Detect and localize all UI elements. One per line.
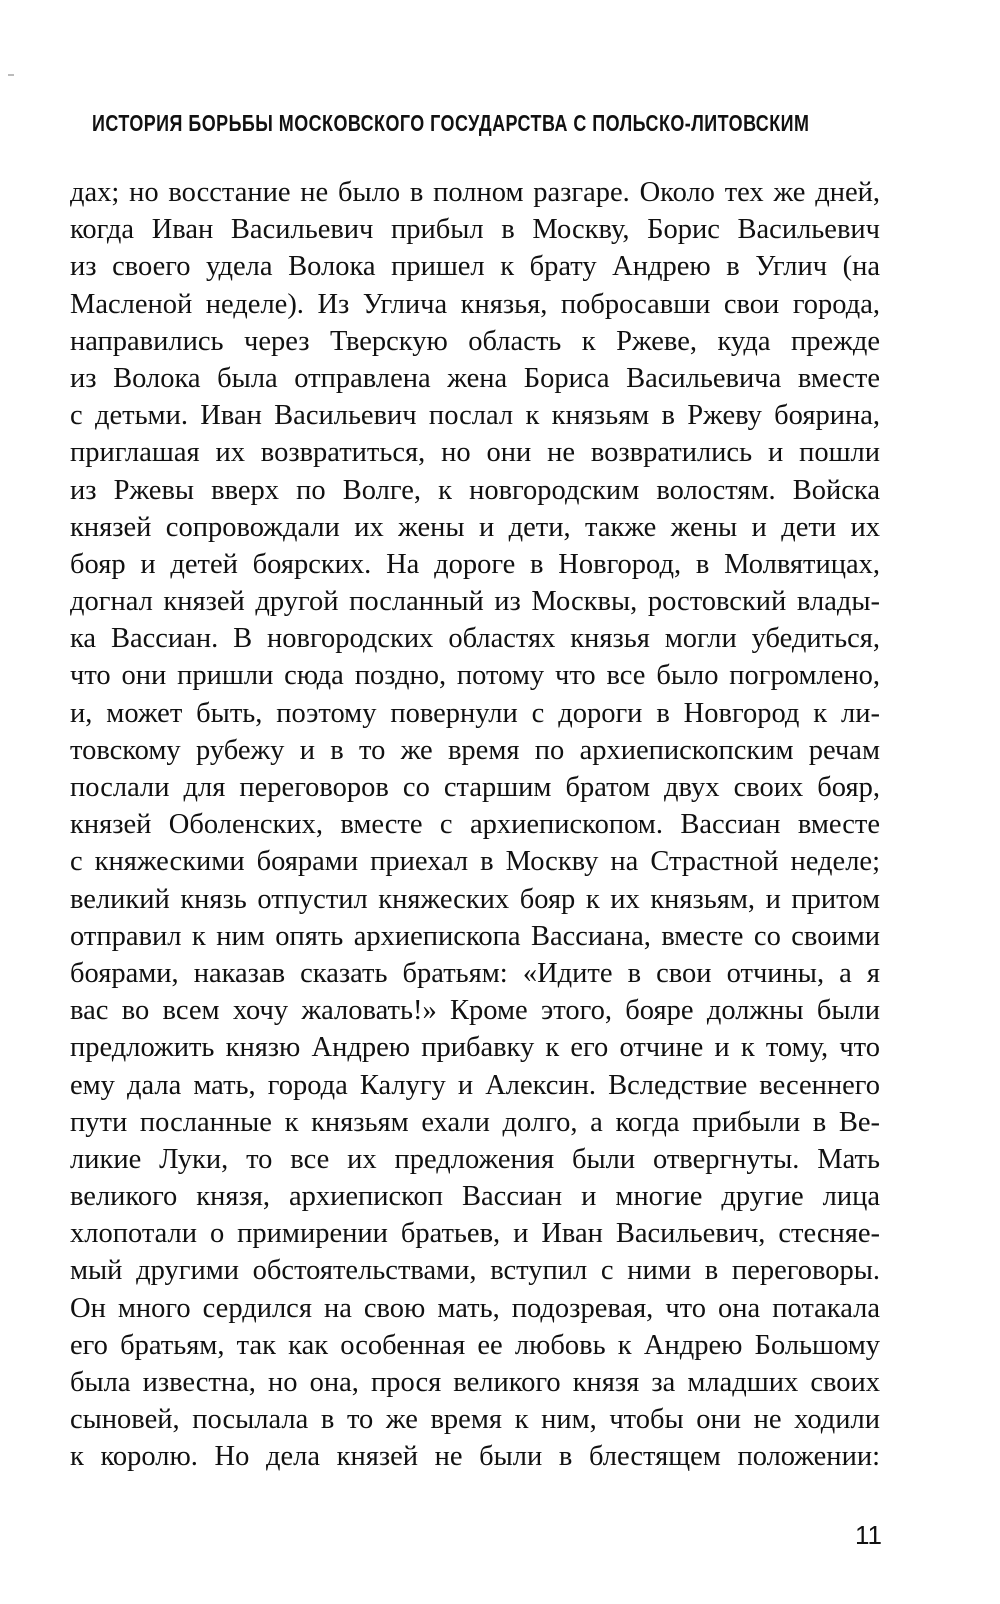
text-line: из Волока была отправлена жена Бориса Васильевича вместе	[70, 362, 880, 394]
text-line: дах; но восстание не было в полном разгаре. Около тех же дней,	[70, 177, 880, 208]
text-line: ликие Луки, то все их предложения были отвергнуты. Мать	[70, 1143, 880, 1175]
text-line: была известна, но она, прося великого князя за младших своих	[70, 1367, 880, 1398]
text-line: Масленой неделе). Из Углича князья, побросавши свои города,	[70, 288, 880, 320]
text-line: товскому рубежу и в то же время по архиепископским речам	[70, 734, 880, 766]
text-line: из своего удела Волока пришел к брату Андрею в Углич (на	[70, 251, 880, 283]
text-line: бояр и детей боярских. На дороге в Новгород, в Молвятицах,	[70, 548, 880, 580]
text-line: великий князь отпустил княжеских бояр к их князьям, и притом	[70, 883, 880, 915]
text-line: приглашая их возвратиться, но они не возвратились и пошли	[70, 437, 880, 469]
body-text	[70, 174, 880, 1476]
text-line: с княжескими боярами приехал в Москву на Страстной неделе;	[70, 846, 880, 878]
text-line: сыновей, посылала в то же время к ним, чтобы они не ходили	[70, 1404, 880, 1436]
text-line: догнал князей другой посланный из Москвы, ростовский влады-	[70, 586, 880, 618]
scan-artifact	[8, 74, 14, 76]
text-line: боярами, наказав сказать братьям: «Идите в свои отчины, а я	[70, 957, 880, 989]
text-line: послали для переговоров со старшим братом двух своих бояр,	[70, 772, 880, 803]
text-line: Он много сердился на свою мать, подозревая, что она потакала	[70, 1292, 880, 1324]
text-line: предложить князю Андрею прибавку к его отчине и к тому, что	[70, 1032, 880, 1064]
text-line: что они пришли сюда поздно, потому что все было погромлено,	[70, 660, 880, 692]
text-line: мый другими обстоятельствами, вступил с ними в переговоры.	[70, 1255, 880, 1287]
text-line: к королю. Но дела князей не были в блестящем положении:	[70, 1441, 880, 1473]
text-line: отправил к ним опять архиепископа Вассиана, вместе со своими	[70, 920, 880, 952]
text-line: ка Вассиан. В новгородских областях князья могли убедиться,	[70, 623, 880, 655]
text-line: вас во всем хочу жаловать!» Кроме этого, бояре должны были	[70, 995, 880, 1027]
text-line: из Ржевы вверх по Волге, к новгородским волостям. Войска	[70, 474, 880, 506]
text-line: великого князя, архиепископ Вассиан и многие другие лица	[70, 1181, 880, 1213]
running-head: ИСТОРИЯ БОРЬБЫ МОСКОВСКОГО ГОСУДАРСТВА С ПОЛЬСКО-ЛИТОВСКИМ	[92, 110, 810, 136]
text-line: пути посланные к князьям ехали долго, а когда прибыли в Ве-	[70, 1106, 880, 1138]
text-line: направились через Тверскую область к Ржеве, куда прежде	[70, 325, 880, 357]
text-line: князей сопровождали их жены и дети, также жены и дети их	[70, 511, 880, 543]
text-line: с детьми. Иван Васильевич послал к князьям в Ржеву боярина,	[70, 400, 880, 432]
text-line: когда Иван Васильевич прибыл в Москву, Борис Васильевич	[70, 214, 880, 246]
text-line: ему дала мать, города Калугу и Алексин. Вследствие весеннего	[70, 1069, 880, 1101]
page-number: 11	[855, 1520, 882, 1550]
text-line: князей Оболенских, вместе с архиепископом. Вассиан вместе	[70, 809, 880, 841]
text-line: хлопотали о примирении братьев, и Иван Васильевич, стесняе-	[70, 1218, 880, 1250]
text-line: его братьям, так как особенная ее любовь к Андрею Большому	[70, 1329, 880, 1361]
text-line: и, может быть, поэтому повернули с дороги в Новгород к ли-	[70, 697, 880, 729]
